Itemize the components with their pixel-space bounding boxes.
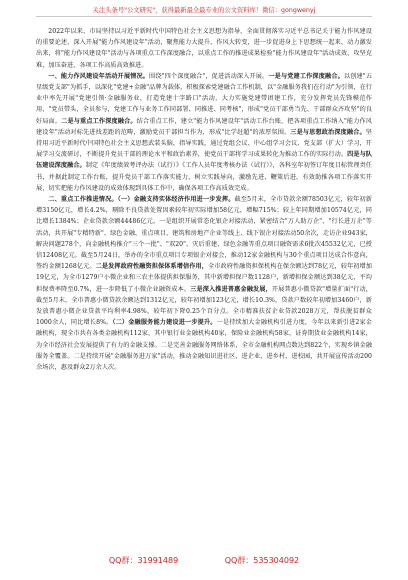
section-2-heading: 二、重点工作推进情况。	[48, 196, 118, 204]
section-1-text-2: 结合重点工作，建立"能力作风建设年"活动工作台账，把各项重点工作纳入"能力作风建设年"活动对标先进找差距的范畴，激励党员干部担当作为，形成"比学赶超"的浓厚氛围。	[36, 117, 372, 136]
section-1-paragraph	[36, 71, 372, 194]
section-2-text-2: 全市政府性融资担保机构在保余额达到78亿元，较年初增加19亿元，为全市1279户小微企业和三农主体提供担保服务，其中新增担保户数1128户，新增担保金额达到38亿元，平均担保费率降至0.7%，进一步降低了小微企业融资成本。	[36, 263, 372, 293]
section-1-point-1: 一是与党建工作深度融合。	[268, 72, 344, 80]
section-2-point-3: 三是深入推进普惠金融发展，	[190, 285, 272, 293]
section-1-point-3: 三是与思想政治深度融合。	[290, 128, 366, 136]
section-1-text-4: 制定《年度绩效考评办法（试行）》《工作人员年度考核办法（试行）》，各科室年初签订年度目标管理责任书，并据此制定工作台账，提升党员干部工作落实能力，树立实践导向，激励先进，鞭策后进，有效助推各项工作落实开展，切实把能力作风建设的成效体现到具体工作中，确保各项工作高质效完成。	[36, 162, 372, 192]
section-2-text-4: 一是持续加大金融机构引进力度，今年以来新引进2家金融机构，现全市共有各类金融机构112家，其中银行业金融机构40家，保险业金融机构58家，证券期货业金融机构14家，为全市经济社会发展提供了有力的金融支撑。二是完善金融服务网络体系，全市金融机构网点数达到822个，实现乡镇金融服务全覆盖。二是持续开展"金融服务进万家"活动，推动金融知识进社区、进企业、进乡村、进校园，共开展宣传活动200余场次，惠及群众2万余人次。	[36, 319, 372, 372]
top-banner: 关注头条号"公文研究"，获得最新最全最专业的公文资料库！微信：gongwenyj	[92, 7, 316, 14]
footer-qq-group-1: QQ群：31991489	[108, 556, 179, 565]
section-2-sub-2: （二）金融服务能力建设进一步提升。	[112, 319, 217, 327]
section-1-point-2: 二是与重点工作深度融合。	[61, 117, 137, 125]
section-2-text-1: 截至5月末，全市贷款余额78503亿元，较年初新增3150亿元，增长4.2%，剔除不良贷款处置因素较年初实际增加58亿元，增幅715%；较上年同期增加10574亿元，同比增长1384%；企业贷款余额44486亿元。一是组织开展常态化银企对接活动，紧密结合"万人助万企"、"行长进万企"等活动，共开展"专精特新"、绿色金融、重点项目、建筑和房地产企业等线上、线下银企对接活动50余次，走访企业943家，解决问题278个，向金融机构推介"三个一批"、"双20"、灾后重建、绿色金融等重点项目融资需求6批次45532亿元，已授信12408亿元。截至5月24日，举办的全市重点项目专项银企对接会，推动12家金融机构与30个重点项目达成合作意向，签约金额1268亿元。	[36, 196, 372, 271]
footer	[0, 555, 408, 566]
section-2-sub-1: （一）金融支持实体经济作用进一步发挥。	[117, 196, 235, 204]
section-2-text-3: 开展普惠小微贷款"增量扩面"行动，截至5月末，全市普惠小微贷款余额达到1312亿元，较年初增加123亿元，增长10.3%，贷款户数较年初增加3460户，新发放普惠小微企业贷款平均利率4.98%，较年初下降0.25个百分点。全市精准扶贫企业贷款2028万元，帮扶脱贫群众1000余人，同比增长8%。	[36, 285, 372, 327]
section-2-point-2: 二是发挥政府性融资担保体系增信作用，	[95, 263, 208, 271]
section-2-paragraph	[36, 194, 372, 373]
intro-paragraph: 2022年以来，市局坚持以习近平新时代中国特色社会主义思想为指导，全面贯彻落实习近平总书记关于能力作风建设的重要论述，深入开展"能力作风建设年"活动，聚焦能力大提升、作风大转变，进一步促进身上下思想统一起来、动力激发出来，将"能力作风建设年"活动与各项重点工作深度融合，以重点工作的推进成果检验"能力作风建设年"活动成效，攻坚克难，加压奋进，各项工作高质高效推进。	[36, 28, 372, 69]
section-1-text-3: 坚持用习近平新时代中国特色社会主义思想武装头脑，指导实践，通过党组会议、中心组学习会议、党支部（扩大）学习，开展学习交流研讨，不断提升党员干部的理论水平和政治素养，使党员干部将学习成果转化为推动工作的实际行动。	[36, 128, 372, 159]
header-divider	[36, 16, 372, 17]
footer-qq-group-2: QQ群：535304092	[224, 556, 300, 565]
section-1-text-1: 以创建"五星级党支部"为抓手，以深化"党建+金融"品牌为载体，积极探索党建融合工作机制，以"金融服务我们在行动"为引领，在行业中率先开展"党建引领·金融服务业，打造党建十字路口"活动，大力实施党建带团建工作，充分发挥党员先锋模范作用，"党员带头，全员参与，党建工作与业务工作同部署、同推进、同考核"，形成"党员干部勇当先、干部群众齐攻坚"的良好局面。	[36, 72, 372, 125]
document-body	[36, 26, 372, 373]
section-1-lead: 围绕"四个深度融合"，促进活动深入开展。	[149, 72, 269, 80]
section-1-heading: 一、能力作风建设年活动开展情况。	[48, 72, 150, 80]
section-1-point-4: 四是与队伍建设深度融合。	[36, 151, 372, 170]
